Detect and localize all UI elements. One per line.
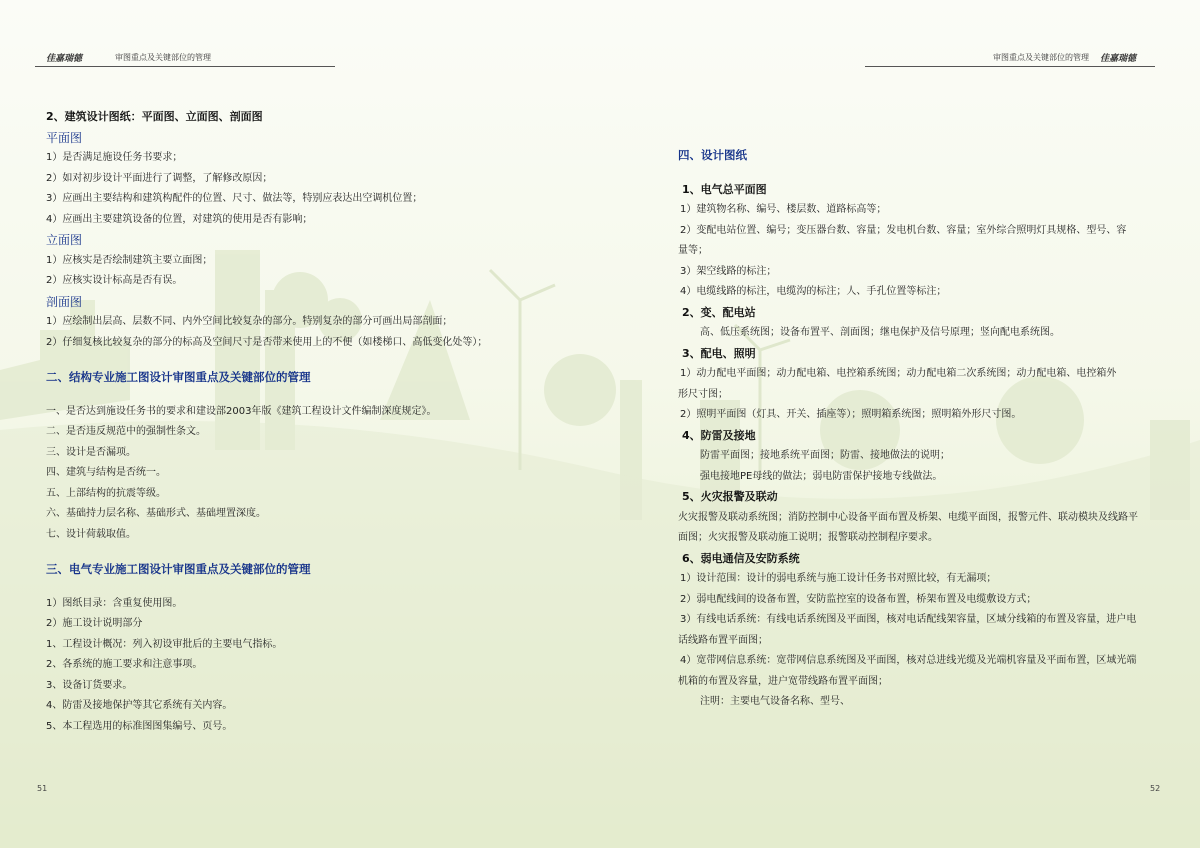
text-line: 1）图纸目录：含重复使用图。 xyxy=(46,597,183,609)
text-line: 防雷平面图；接地系统平面图；防雷、接地做法的说明； xyxy=(700,450,950,461)
section-heading: 3、配电、照明 xyxy=(682,346,756,360)
spacer xyxy=(678,170,1160,180)
text-line: 3）应画出主要结构和建筑构配件的位置、尺寸、做法等，特别应表达出空调机位置； xyxy=(46,193,423,204)
text-line: 4）电缆线路的标注，电缆沟的标注；人、手孔位置等标注； xyxy=(680,286,947,297)
text-line: 2）照明平面图（灯具、开关、插座等）；照明箱系统图；照明箱外形尺寸图。 xyxy=(680,409,1022,420)
right-page xyxy=(600,0,1200,848)
text-line: 1）建筑物名称、编号、楼层数、道路标高等； xyxy=(680,204,887,215)
subsection-heading: 平面图 xyxy=(46,130,83,145)
subsection-heading: 剖面图 xyxy=(46,294,83,309)
logo: 佳嘉瑞德 xyxy=(46,54,83,64)
header-title: 审图重点及关键部位的管理 xyxy=(115,53,211,62)
text-line: 2）如对初步设计平面进行了调整，了解修改原因； xyxy=(46,172,273,184)
text-line: 四、建筑与结构是否统一。 xyxy=(46,467,166,478)
text-line: 二、是否违反规范中的强制性条文。 xyxy=(46,426,206,437)
chapter-heading: 四、设计图纸 xyxy=(678,148,747,162)
logo: 佳嘉瑞德 xyxy=(1100,54,1137,64)
text-line: 三、设计是否漏项。 xyxy=(46,446,136,458)
section-heading: 5、火灾报警及联动 xyxy=(682,490,778,503)
text-line: 注明：主要电气设备名称、型号、 xyxy=(700,696,850,707)
text-line: 量等； xyxy=(678,245,708,256)
text-line: 3、设备订货要求。 xyxy=(46,679,133,691)
spacer xyxy=(46,392,566,402)
text-line: 1、工程设计概况：列入初设审批后的主要电气指标。 xyxy=(46,638,283,650)
header-rule xyxy=(865,66,1155,67)
section-heading: 1、电气总平面图 xyxy=(682,182,767,196)
page-number: 52 xyxy=(1150,784,1161,793)
text-line: 强电接地PE母线的做法；弱电防雷保护接地专线做法。 xyxy=(700,470,943,482)
text-line: 一、是否达到施设任务书的要求和建设部2003年版《建筑工程设计文件编制深度规定》。 xyxy=(46,405,437,417)
text-line: 2）弱电配线间的设备布置，安防监控室的设备布置，桥架布置及电缆敷设方式； xyxy=(680,593,1037,605)
text-line: 1）设计范围：设计的弱电系统与施工设计任务书对照比较，有无漏项； xyxy=(680,573,997,584)
text-line: 七、设计荷载取值。 xyxy=(46,528,136,540)
text-line: 机箱的布置及容量，进户宽带线路布置平面图； xyxy=(678,675,888,687)
text-line: 5、本工程选用的标准图图集编号、页号。 xyxy=(46,720,233,732)
text-line: 4、防雷及接地保护等其它系统有关内容。 xyxy=(46,700,233,711)
subsection-heading: 立面图 xyxy=(46,233,83,247)
left-page-body xyxy=(46,107,566,737)
header-rule xyxy=(35,66,335,67)
page-number: 51 xyxy=(37,784,48,793)
text-line: 2）仔细复核比较复杂的部分的标高及空间尺寸是否带来使用上的不便（如楼梯口、高低变化处等）； xyxy=(46,336,488,348)
header-title: 审图重点及关键部位的管理 xyxy=(993,53,1089,62)
spacer xyxy=(46,353,566,363)
spacer xyxy=(46,584,566,594)
text-line: 面图；火灾报警及联动施工说明；报警联动控制程序要求。 xyxy=(678,532,938,543)
text-line: 1）应核实是否绘制建筑主要立面图； xyxy=(46,254,213,266)
text-line: 1）应绘制出层高、层数不同、内外空间比较复杂的部分。特别复杂的部分可画出局部剖面； xyxy=(46,316,453,327)
text-line: 1）是否满足施设任务书要求； xyxy=(46,152,183,163)
text-line: 2）施工设计说明部分 xyxy=(46,618,143,629)
text-line: 3）有线电话系统：有线电话系统图及平面图，核对电话配线架容量，区域分线箱的布置及容量，进户电 xyxy=(680,614,1137,625)
text-line: 4）宽带网信息系统：宽带网信息系统图及平面图，核对总进线光缆及光端机容量及平面布置，区域光端 xyxy=(680,655,1137,666)
text-line: 1）动力配电平面图；动力配电箱、电控箱系统图；动力配电箱二次系统图；动力配电箱、电控箱外 xyxy=(680,368,1117,379)
text-line: 形尺寸图； xyxy=(678,388,728,400)
text-line: 火灾报警及联动系统图；消防控制中心设备平面布置及桥架、电缆平面图，报警元件、联动模块及线路平 xyxy=(678,511,1138,523)
text-line: 六、基础持力层名称、基础形式、基础埋置深度。 xyxy=(46,508,266,519)
chapter-heading: 二、结构专业施工图设计审图重点及关键部位的管理 xyxy=(46,370,311,384)
text-line: 2）变配电站位置、编号；变压器台数、容量；发电机台数、容量；室外综合照明灯具规格、型号、容 xyxy=(680,224,1127,236)
text-line: 3）架空线路的标注； xyxy=(680,265,777,277)
text-line: 五、上部结构的抗震等级。 xyxy=(46,487,166,499)
section-heading: 2、建筑设计图纸：平面图、立面图、剖面图 xyxy=(46,110,263,123)
chapter-heading: 三、电气专业施工图设计审图重点及关键部位的管理 xyxy=(46,562,311,576)
spacer xyxy=(46,545,566,555)
text-line: 高、低压系统图；设备布置平、剖面图；继电保护及信号原理；竖向配电系统图。 xyxy=(700,327,1060,338)
section-heading: 6、弱电通信及安防系统 xyxy=(682,551,800,565)
section-heading: 4、防雷及接地 xyxy=(682,428,756,442)
right-page-body xyxy=(678,141,1160,713)
text-line: 2）应核实设计标高是否有误。 xyxy=(46,275,183,286)
section-heading: 2、变、配电站 xyxy=(682,305,756,319)
text-line: 4）应画出主要建筑设备的位置，对建筑的使用是否有影响； xyxy=(46,213,313,225)
text-line: 话线路布置平面图； xyxy=(678,634,768,646)
text-line: 2、各系统的施工要求和注意事项。 xyxy=(46,659,203,670)
